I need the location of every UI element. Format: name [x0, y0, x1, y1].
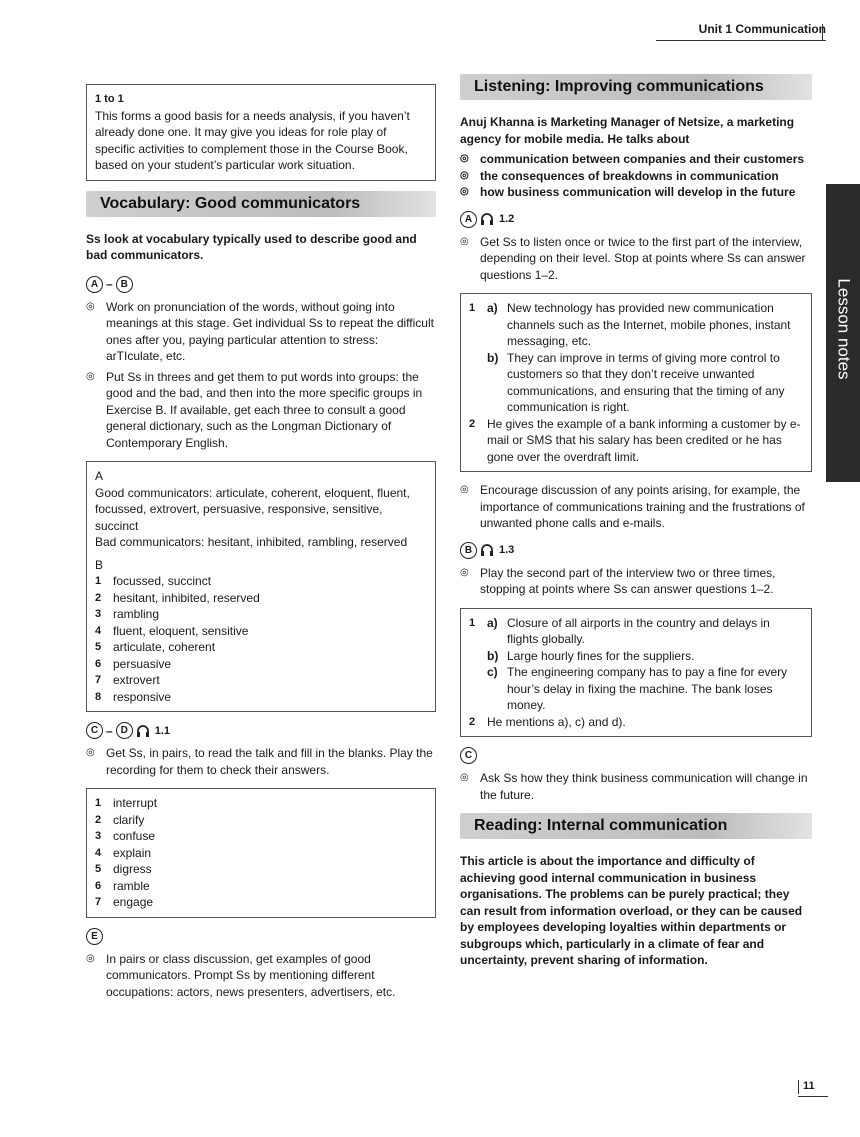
- answer-row: 2 He gives the example of a bank informing a customer by e-mail or SMS that his salary has been credited or he has gone over the overdraft limit.: [469, 416, 801, 464]
- vocabulary-intro: Ss look at vocabulary typically used to describe good and bad communicators.: [86, 231, 417, 262]
- list-item: 1 focussed, succinct: [95, 574, 212, 588]
- header-rule: [656, 40, 826, 41]
- bullet-icon: ◎: [460, 772, 469, 783]
- step-b: [460, 542, 812, 559]
- one-to-one-title: 1 to 1: [95, 93, 124, 105]
- step-a-b: [86, 276, 436, 293]
- answers-cd-box: [86, 788, 436, 918]
- track-number: 1.1: [154, 724, 170, 737]
- bullet-icon: ◎: [460, 169, 469, 181]
- list-item: 2 hesitant, inhibited, reserved: [95, 590, 260, 605]
- step-c-icon: C: [86, 722, 103, 739]
- vocabulary-heading: Vocabulary: Good communicators: [86, 191, 436, 217]
- step-b-icon: B: [116, 276, 133, 293]
- list-item: 6 persuasive: [95, 656, 172, 671]
- answers-bad: Bad communicators: hesitant, inhibited, rambling, reserved: [95, 535, 408, 549]
- list-item: ◎ Encourage discussion of any points arising, for example, the importance of communications training and the frustrations of unwanted phone calls and e-mails.: [460, 483, 805, 530]
- answers-good: Good communicators: articulate, coherent, eloquent, fluent, focussed, extrovert, persuasive, responsive, sensitive, succinct: [95, 485, 410, 533]
- step-c-d: [86, 722, 436, 739]
- list-item: ◎ the consequences of breakdowns in communication: [460, 168, 779, 183]
- c-bullets: [460, 770, 812, 803]
- list-item: ◎ Work on pronunciation of the words, without going into meanings at this stage. Get individual Ss to repeat the difficult ones after you, paying particular attention to stress: arTIculate, etc.: [86, 299, 434, 363]
- listening-intro: Anuj Khanna is Marketing Manager of Netsize, a marketing agency for mobile media. He talks about: [460, 115, 795, 146]
- headphones-icon: [480, 212, 494, 226]
- b-bullets: [460, 565, 812, 598]
- lesson-notes-label: Lesson notes: [834, 278, 854, 380]
- page-number-rule: [798, 1096, 828, 1097]
- a-bullets-2: [460, 482, 812, 532]
- answers-cd-list: [95, 795, 427, 911]
- list-item: 3 confuse: [95, 829, 156, 843]
- list-item: 7 extrovert: [95, 673, 160, 687]
- answers-a-label: A: [95, 469, 104, 483]
- bullet-icon: ◎: [86, 300, 95, 312]
- list-item: 5 articulate, coherent: [95, 640, 216, 654]
- ab-bullets: [86, 299, 436, 452]
- step-c-icon: C: [460, 747, 477, 764]
- list-item: ◎ Ask Ss how they think business communication will change in the future.: [460, 771, 808, 802]
- answer-row: 1 a) Closure of all airports in the country and delays in flights globally.: [469, 615, 770, 646]
- right-column: [460, 68, 812, 981]
- track-number: 1.2: [499, 213, 515, 225]
- one-to-one-text: This forms a good basis for a needs analysis, if you haven’t already done one. It may give you ideas for role play of specific activities to complement those in the Course Book, based on your student’s particular work situation.: [95, 108, 410, 172]
- list-item: 6 ramble: [95, 878, 150, 893]
- answer-row: 1 a) New technology has provided new communication channels such as the Internet, mobile phones, instant messaging, etc.: [469, 301, 791, 348]
- e-bullets: [86, 951, 436, 1001]
- left-column: [86, 84, 436, 1010]
- list-item: ◎ how business communication will develop in the future: [460, 185, 796, 199]
- track-number: 1.3: [499, 544, 515, 556]
- bullet-icon: ◎: [460, 566, 469, 578]
- list-item: ◎ Play the second part of the interview two or three times, stopping at points where Ss can answer questions 1–2.: [460, 565, 776, 596]
- step-dash: –: [106, 723, 113, 738]
- step-dash: –: [106, 277, 113, 291]
- bullet-icon: ◎: [460, 484, 469, 495]
- list-item: 4 fluent, eloquent, sensitive: [95, 623, 249, 638]
- step-e-icon: E: [86, 928, 103, 945]
- step-a: [460, 211, 812, 228]
- answer-row: 2 He mentions a), c) and d).: [469, 714, 626, 729]
- reading-intro: This article is about the importance and difficulty of achieving good internal communication in business organisations. The problems can be purely practical; they can result from information overload, or they can be caused by employees developing loyalties within departments or subgroups which, particularly in a climate of fear and uncertainty, prevent sharing of information.: [460, 854, 803, 967]
- list-item: 2 clarify: [95, 812, 145, 827]
- reading-heading: Reading: Internal communication: [460, 813, 812, 839]
- unit-header: Unit 1 Communication: [698, 22, 826, 36]
- answers-ab-box: [86, 461, 436, 712]
- step-a-icon: A: [86, 276, 103, 293]
- list-item: 7 engage: [95, 895, 154, 909]
- list-item: ◎ Get Ss, in pairs, to read the talk and fill in the blanks. Play the recording for them to check their answers.: [86, 746, 433, 777]
- step-d-icon: D: [116, 722, 133, 739]
- answer-row: c) The engineering company has to pay a fine for every hour’s delay in fixing the machine. The bank loses money.: [487, 665, 788, 712]
- step-c: [460, 747, 812, 764]
- one-to-one-box: [86, 84, 436, 181]
- lesson-notes-tab: [826, 184, 860, 482]
- list-item: ◎ communication between companies and their customers: [460, 152, 805, 166]
- cd-bullets: [86, 745, 436, 778]
- headphones-icon: [136, 724, 150, 738]
- bullet-icon: ◎: [86, 747, 95, 758]
- listening-topics: [460, 151, 812, 201]
- step-a-icon: A: [460, 211, 477, 228]
- list-item: ◎ Get Ss to listen once or twice to the first part of the interview, depending on their level. Stop at points where Ss can answer questions 1–2.: [460, 234, 806, 282]
- headphones-icon: [480, 543, 494, 557]
- a-bullets: [460, 234, 812, 284]
- answer-row: b) They can improve in terms of giving more control to customers so that they don’t receive unwanted communications, and ensuring that the timing of any communication is right.: [487, 350, 785, 414]
- answers-b-box: [460, 608, 812, 738]
- list-item: 1 interrupt: [95, 796, 158, 810]
- step-e: [86, 928, 436, 945]
- list-item: 5 digress: [95, 862, 152, 876]
- bullet-icon: ◎: [460, 235, 469, 247]
- answer-row: b) Large hourly fines for the suppliers.: [487, 648, 695, 663]
- answers-a-box: [460, 293, 812, 472]
- list-item: ◎ Put Ss in threes and get them to put words into groups: the good and the bad, and then into the more specific groups in Exercise B. If available, get each three to consult a good general dictionary, such as the Longman Dictionary of Contemporary English.: [86, 369, 423, 450]
- answers-b-label: B: [95, 557, 104, 572]
- page-number: 11: [798, 1080, 815, 1094]
- listening-heading: Listening: Improving communications: [460, 74, 812, 100]
- header-tick: [822, 24, 823, 41]
- list-item: 8 responsive: [95, 689, 172, 704]
- step-b-icon: B: [460, 542, 477, 559]
- list-item: ◎ In pairs or class discussion, get examples of good communicators. Prompt Ss by mentioning different occupations: actors, news presenters, advertisers, etc.: [86, 951, 396, 999]
- bullet-icon: ◎: [460, 153, 469, 164]
- answers-b-list: [95, 573, 427, 705]
- bullet-icon: ◎: [460, 186, 469, 197]
- bullet-icon: ◎: [86, 370, 95, 382]
- list-item: 4 explain: [95, 845, 152, 860]
- list-item: 3 rambling: [95, 607, 160, 621]
- bullet-icon: ◎: [86, 952, 95, 964]
